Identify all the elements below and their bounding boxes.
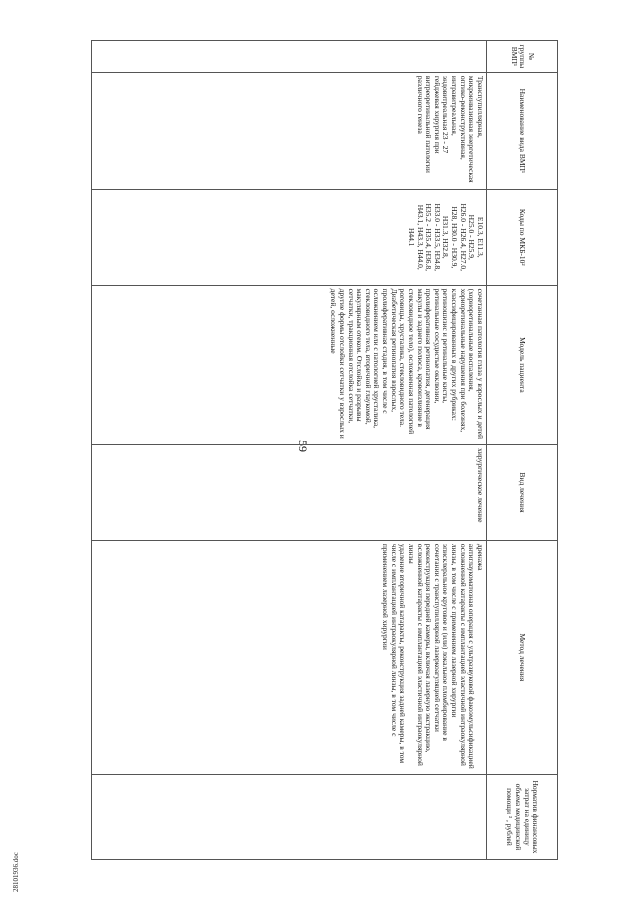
cell-norm bbox=[92, 774, 487, 859]
cell-group bbox=[92, 41, 487, 73]
table-header-row bbox=[487, 41, 558, 860]
code-line: H26.0 - H26.4, H27.0, bbox=[458, 203, 468, 272]
header-codes: Коды по МКБ-10² bbox=[487, 189, 558, 285]
code-line: H25.0 - H25.9, bbox=[467, 214, 477, 260]
method-item: удаление вторичной катаракты, реконструкция задней камеры, в том числе с имплантацией интраокулярной линзы, в том числе с применением лазерной хирургии bbox=[381, 543, 408, 764]
header-method: Метод лечения bbox=[487, 540, 558, 774]
header-type: Вид лечения bbox=[487, 445, 558, 541]
code-line: H31.3, H32.8, bbox=[441, 215, 451, 259]
code-line: H43.1, H43.3, H44.0, bbox=[415, 204, 425, 270]
table-row bbox=[92, 41, 487, 860]
cell-model: сочетанная патология глаза у взрослых и детей (хориоретинальные воспаления, хориоретинальные нарушения при болезнях, классифицированных в других рубриках: ретиношизис и ретинальные кисты, ретинальные сосудистые окклюзии, пролиферативная ретинопатия, дегенерация макулы и заднего полюса, кровоизлияние в стекловидное тело), осложненная патологией роговицы, хрусталика, стекловидного тела. Диабетическая ретинопатия взрослых, пролиферативная стадия, в том числе с осложнением или с патологией хрусталика, стекловидного тела, вторичной глаукомой, макулярным отеком. Отслойка и разрывы сетчатки, тракционная отслойка сетчатки, другие формы отслойки сетчатки у взрослых и детей, осложненные bbox=[92, 285, 487, 445]
code-line: H28, H30.0 - H30.9, bbox=[450, 206, 460, 269]
method-continuation: дренажа bbox=[476, 543, 485, 571]
header-group: № группы ВМП¹ bbox=[487, 41, 558, 73]
code-line: H33.0 - H33.5, H34.8, bbox=[432, 203, 442, 272]
method-item: антиглаукоматозная операция с ультразвуковой факоэмульсификацией осложненной катаракты с имплантацией эластичной интраокулярной линзы, в том числе с применением лазерной хирургии bbox=[450, 543, 477, 769]
header-norm: Норматив финансовых затрат на единицу объема медицинской помощи ³ , рублей bbox=[487, 774, 558, 859]
document-id: 28101936.doc bbox=[12, 852, 20, 892]
cell-codes bbox=[92, 189, 487, 285]
cell-name: Транспупиллярная, микроинвазивная энергетическая оптико-реконструктивная, интравитреальная, эндовитреальная 23 - 27 гейджевая хирургия при витреоретинальной патологии различного генеза bbox=[92, 72, 487, 189]
header-model: Модель пациента bbox=[487, 285, 558, 445]
code-line: H35.2 - H35.4, H36.8, bbox=[424, 203, 434, 272]
page-number: 59 bbox=[296, 440, 310, 452]
code-line: H44.1 bbox=[407, 227, 416, 247]
cell-method bbox=[92, 540, 487, 774]
treatment-table-wrapper bbox=[88, 40, 558, 860]
method-item: эписклеральное круговое и (или) локальное пломбирование в сочетании с транспупиллярной лазеркоагуляцией сетчатки bbox=[432, 543, 451, 741]
cell-type: хирургическое лечение bbox=[92, 445, 487, 541]
code-line: E10.3, E11.3, bbox=[476, 216, 485, 258]
header-name: Наименование вида ВМП¹ bbox=[487, 72, 558, 189]
method-item: реконструкция передней камеры, включая лазерную экстракцию, осложненной катаракты с имплантацией эластичной интраокулярной линзы bbox=[407, 543, 434, 766]
treatment-table bbox=[91, 40, 558, 860]
